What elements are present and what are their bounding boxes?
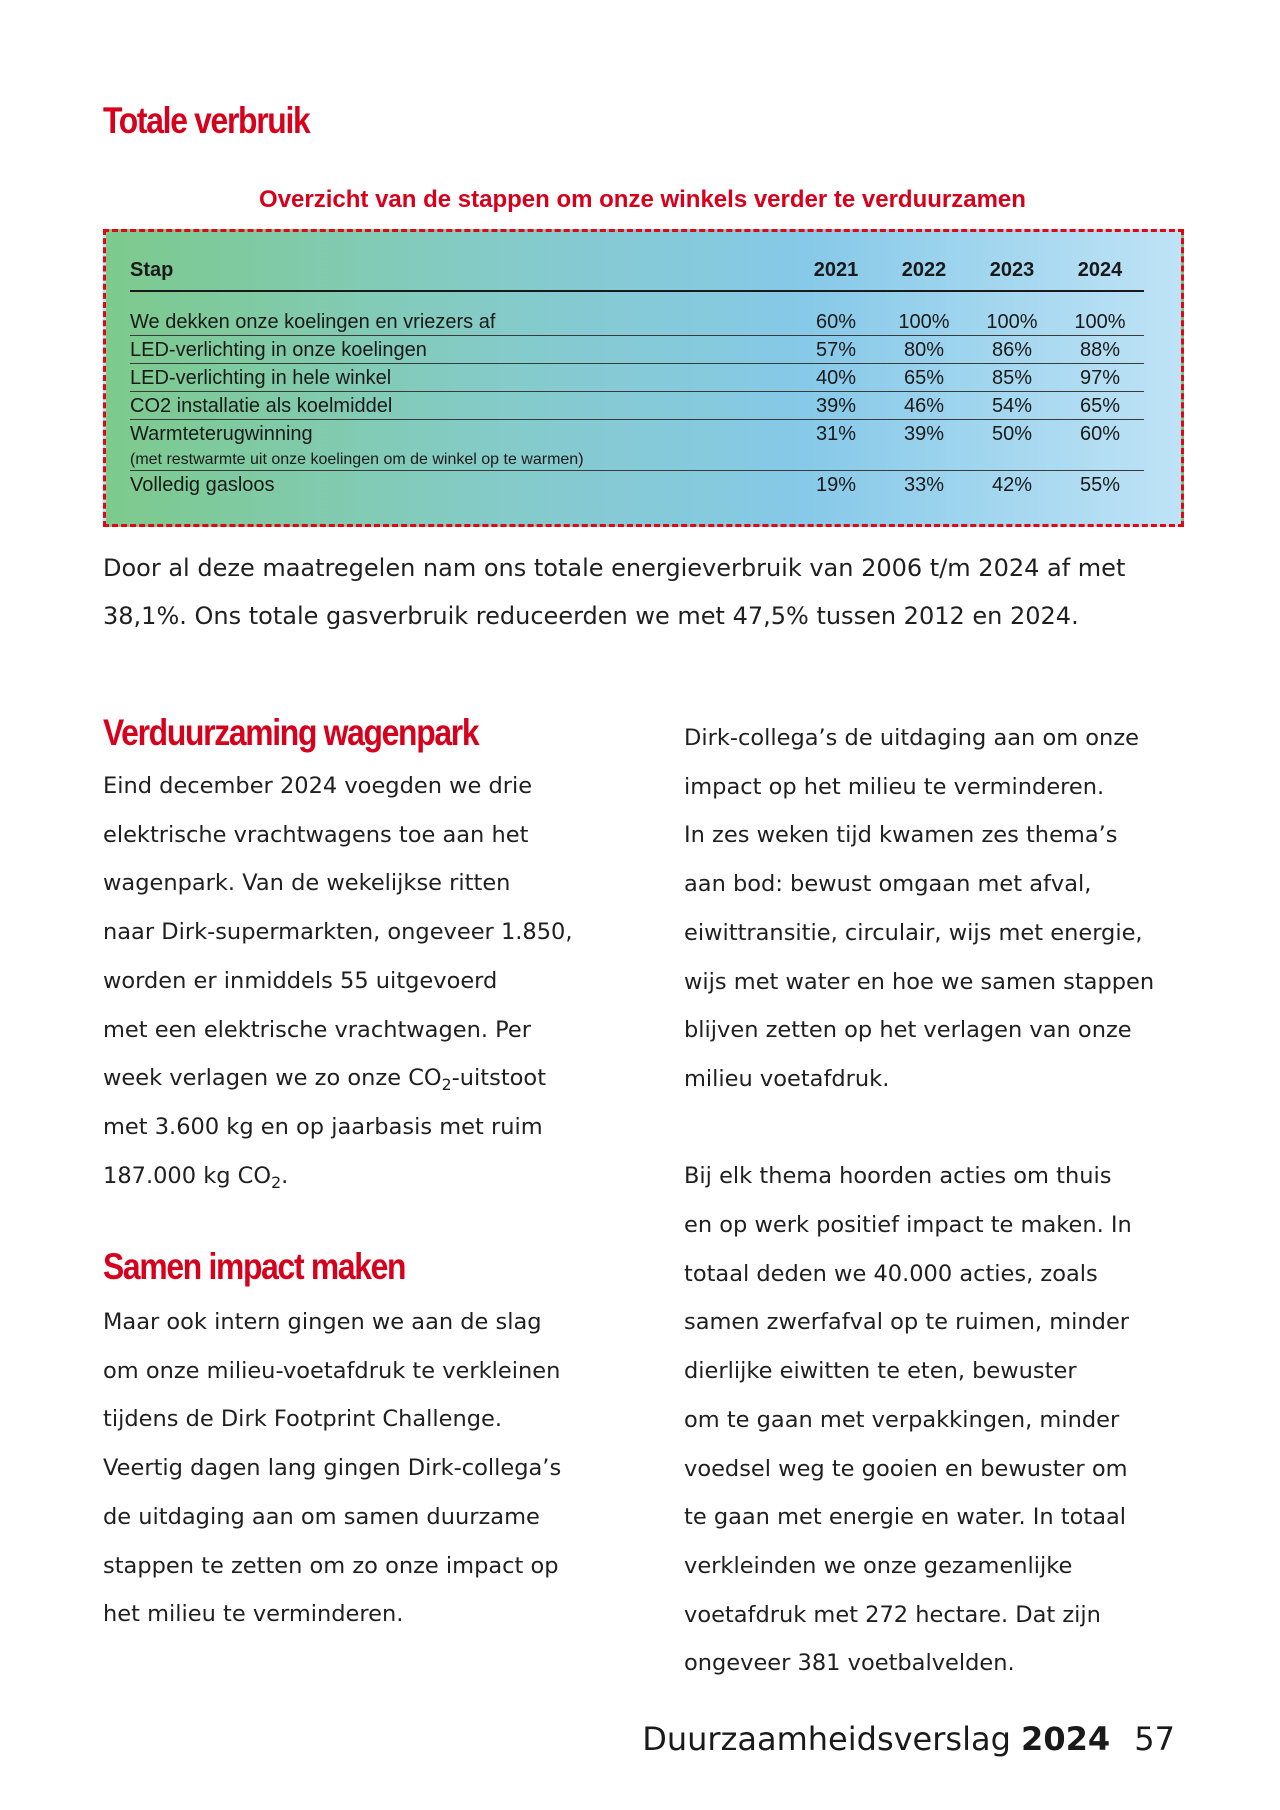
header-year: 2022 — [880, 250, 968, 291]
paragraph-line: ongeveer 381 voetbalvelden. — [684, 1650, 1015, 1677]
row-label: LED-verlichting in onze koelingen — [130, 336, 792, 364]
table-header-row — [130, 250, 1144, 291]
row-value: 100% — [1056, 308, 1144, 336]
paragraph-line: met 3.600 kg en op jaarbasis met ruim — [103, 1113, 543, 1140]
row-value: 80% — [880, 336, 968, 364]
table-row — [130, 364, 1144, 392]
row-value: 50% — [991, 423, 1033, 445]
row-value: 85% — [968, 364, 1056, 392]
paragraph-line: Eind december 2024 voegden we drie — [103, 773, 533, 799]
heading-totale-verbruik: Totale verbruik — [103, 100, 310, 141]
footer-title: Duurzaamheidsverslag — [642, 1720, 1011, 1758]
header-year: 2023 — [968, 250, 1056, 291]
row-value: 46% — [880, 392, 968, 420]
paragraph-line: te gaan met energie en water. In totaal — [684, 1504, 1127, 1531]
row-label: Volledig gasloos — [130, 474, 275, 496]
paragraph-line: stappen te zetten om zo onze impact op — [103, 1552, 559, 1579]
paragraph-line: samen zwerfafval op te ruimen, minder — [684, 1309, 1130, 1336]
paragraph-line: impact op het milieu te verminderen. — [684, 773, 1105, 800]
row-label: Warmteterugwinning — [130, 423, 313, 445]
table-row — [130, 471, 1144, 499]
intro-line: Door al deze maatregelen nam ons totale energieverbruik van 2006 t/m 2024 af met — [103, 554, 1126, 582]
row-value: 65% — [1056, 392, 1144, 420]
intro-line: 38,1%. Ons totale gasverbruik reduceerden we met 47,5% tussen 2012 en 2024. — [103, 602, 1079, 630]
subscript: 2 — [441, 1075, 452, 1095]
paragraph-line: en op werk positief impact te maken. In — [684, 1212, 1132, 1239]
left-column — [103, 762, 613, 1200]
paragraph-line: wagenpark. Van de wekelijkse ritten — [103, 870, 511, 897]
row-label: We dekken onze koelingen en vriezers af — [130, 308, 792, 336]
page-footer — [642, 1720, 1175, 1758]
table-row — [130, 336, 1144, 364]
table-row — [130, 420, 1144, 448]
row-value: 33% — [903, 474, 945, 496]
text-part: 187.000 kg CO — [103, 1162, 272, 1189]
paragraph-line: In zes weken tijd kwamen zes thema’s — [684, 822, 1118, 849]
paragraph-line: wijs met water en hoe we samen stappen — [684, 968, 1155, 995]
row-value: 55% — [1079, 474, 1121, 496]
paragraph-line: elektrische vrachtwagens toe aan het — [103, 821, 529, 848]
table-row — [130, 392, 1144, 420]
paragraph-line: Maar ook intern gingen we aan de slag — [103, 1309, 542, 1335]
heading-samen-impact-maken: Samen impact maken — [103, 1246, 406, 1287]
paragraph-line: Bij elk thema hoorden acties om thuis — [684, 1163, 1112, 1190]
paragraph-line: om te gaan met verpakkingen, minder — [684, 1406, 1120, 1433]
subscript: 2 — [271, 1172, 282, 1192]
row-label: CO2 installatie als koelmiddel — [130, 392, 792, 420]
paragraph-line — [103, 1054, 613, 1103]
header-stap: Stap — [130, 250, 792, 291]
left-column-samen — [103, 1298, 613, 1639]
row-value: 100% — [968, 308, 1056, 336]
footer-year: 2024 — [1021, 1720, 1111, 1758]
intro-paragraph — [103, 544, 1193, 640]
steps-table-panel — [103, 229, 1184, 527]
paragraph-line: met een elektrische vrachtwagen. Per — [103, 1016, 532, 1043]
header-year: 2021 — [792, 250, 880, 291]
paragraph-line: eiwittransitie, circulair, wijs met energie, — [684, 919, 1143, 946]
paragraph-line: de uitdaging aan om samen duurzame — [103, 1503, 540, 1530]
header-year: 2024 — [1056, 250, 1144, 291]
paragraph-line: om onze milieu-voetafdruk te verkleinen — [103, 1357, 561, 1384]
right-column — [684, 714, 1204, 1688]
text-part: week verlagen we zo onze CO — [103, 1065, 442, 1092]
text-part: . — [281, 1162, 289, 1189]
paragraph-line: aan bod: bewust omgaan met afval, — [684, 871, 1092, 898]
row-value: 97% — [1056, 364, 1144, 392]
paragraph-line: tijdens de Dirk Footprint Challenge. — [103, 1406, 503, 1433]
row-value: 86% — [968, 336, 1056, 364]
row-value: 88% — [1056, 336, 1144, 364]
row-note: (met restwarmte uit onze koelingen om de winkel op te warmen) — [130, 447, 1144, 471]
paragraph-line: dierlijke eiwitten te eten, bewuster — [684, 1358, 1077, 1385]
row-value: 39% — [792, 392, 880, 420]
table-title: Overzicht van de stappen om onze winkels verder te verduurzamen — [259, 186, 1026, 213]
paragraph-line: het milieu te verminderen. — [103, 1601, 404, 1628]
row-value: 31% — [815, 423, 857, 445]
table-row — [130, 308, 1144, 336]
row-value: 19% — [815, 474, 857, 496]
table-row-note — [130, 447, 1144, 471]
row-value: 40% — [792, 364, 880, 392]
paragraph-line: Dirk-collega’s de uitdaging aan om onze — [684, 725, 1139, 751]
paragraph-line: totaal deden we 40.000 acties, zoals — [684, 1260, 1098, 1287]
paragraph-line: blijven zetten op het verlagen van onze — [684, 1017, 1132, 1044]
paragraph-line: voetafdruk met 272 hectare. Dat zijn — [684, 1601, 1101, 1628]
paragraph-line: voedsel weg te gooien en bewuster om — [684, 1455, 1128, 1482]
paragraph-line: naar Dirk-supermarkten, ongeveer 1.850, — [103, 919, 573, 946]
row-value: 57% — [792, 336, 880, 364]
text-part: -uitstoot — [451, 1065, 547, 1092]
paragraph-line — [103, 1152, 613, 1201]
row-value: 42% — [991, 474, 1033, 496]
steps-table — [130, 250, 1144, 498]
paragraph-line: worden er inmiddels 55 uitgevoerd — [103, 967, 498, 994]
paragraph-line: Veertig dagen lang gingen Dirk-collega’s — [103, 1455, 562, 1482]
row-value: 60% — [1079, 423, 1121, 445]
row-label: LED-verlichting in hele winkel — [130, 364, 792, 392]
row-value: 65% — [880, 364, 968, 392]
row-value: 100% — [880, 308, 968, 336]
heading-verduurzaming-wagenpark: Verduurzaming wagenpark — [103, 712, 479, 753]
row-value: 54% — [968, 392, 1056, 420]
page-number: 57 — [1134, 1720, 1175, 1758]
paragraph-line: verkleinden we onze gezamenlijke — [684, 1552, 1073, 1579]
paragraph-line: milieu voetafdruk. — [684, 1065, 890, 1092]
row-value: 60% — [792, 308, 880, 336]
row-value: 39% — [903, 423, 945, 445]
